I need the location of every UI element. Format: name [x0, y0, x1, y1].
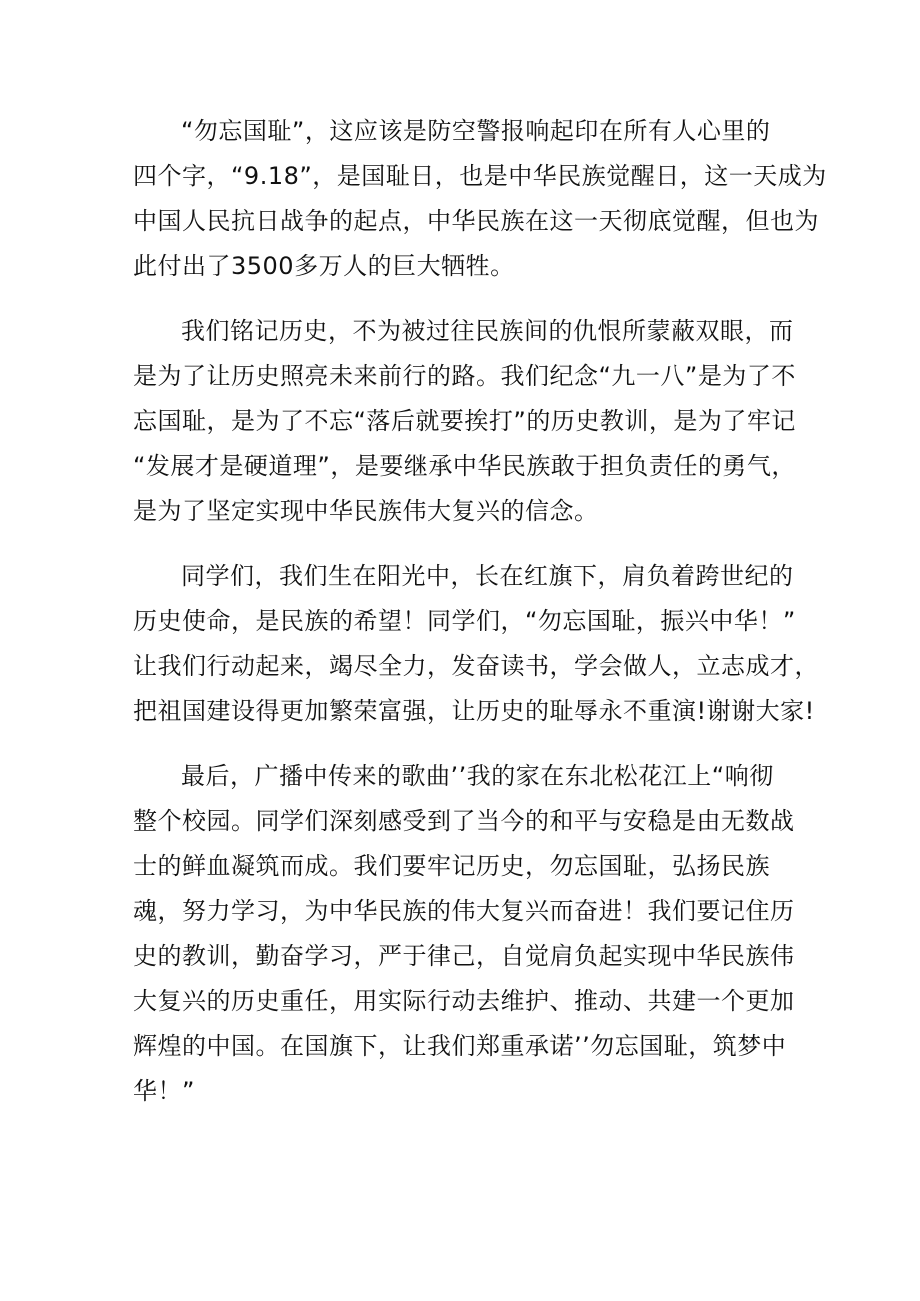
paragraph-line: 士的鲜血凝筑而成。我们要牢记历史，勿忘国耻，弘扬民族	[133, 852, 770, 880]
paragraph-line: 是为了让历史照亮未来前行的路。我们纪念“九一八”是为了不	[133, 362, 796, 390]
document-body	[133, 109, 827, 1134]
paragraph-line: “勿忘国耻”，这应该是防空警报响起印在所有人心里的	[181, 117, 771, 145]
paragraph-line: 让我们行动起来，竭尽全力，发奋读书，学会做人，立志成才，	[133, 652, 819, 680]
paragraph-line: 此付出了3500多万人的巨大牺牲。	[133, 252, 515, 280]
paragraph-line: 四个字，“9.18”，是国耻日，也是中华民族觉醒日，这一天成为	[133, 162, 827, 190]
paragraph-line: “发展才是硬道理”，是要继承中华民族敢于担负责任的勇气，	[133, 452, 796, 480]
paragraph-line: 史的教训，勤奋学习，严于律己，自觉肩负起实现中华民族伟	[133, 942, 795, 970]
paragraph-line: 忘国耻，是为了不忘“落后就要挨打”的历史教训，是为了牢记	[133, 407, 796, 435]
paragraph-3	[133, 554, 819, 734]
paragraph-line: 整个校园。同学们深刻感受到了当今的和平与安稳是由无数战	[133, 807, 795, 835]
paragraph-line: 魂，努力学习，为中华民族的伟大复兴而奋进！我们要记住历	[133, 897, 795, 925]
paragraph-line: 大复兴的历史重任，用实际行动去维护、推动、共建一个更加	[133, 987, 795, 1015]
paragraph-line: 最后，广播中传来的歌曲’’我的家在东北松花江上“响彻	[181, 762, 774, 790]
paragraph-2	[133, 309, 796, 534]
paragraph-line: 同学们，我们生在阳光中，长在红旗下，肩负着跨世纪的	[181, 562, 794, 590]
paragraph-line: 中国人民抗日战争的起点，中华民族在这一天彻底觉醒，但也为	[133, 207, 819, 235]
paragraph-1	[133, 109, 827, 289]
paragraph-line: 是为了坚定实现中华民族伟大复兴的信念。	[133, 497, 599, 525]
paragraph-line: 我们铭记历史，不为被过往民族间的仇恨所蒙蔽双眼，而	[181, 317, 794, 345]
paragraph-line: 历史使命，是民族的希望！同学们，“勿忘国耻，振兴中华！”	[133, 607, 796, 635]
paragraph-line: 华！”	[133, 1077, 195, 1105]
paragraph-line: 把祖国建设得更加繁荣富强，让历史的耻辱永不重演!谢谢大家!	[133, 697, 815, 725]
paragraph-line: 辉煌的中国。在国旗下，让我们郑重承诺’’勿忘国耻，筑梦中	[133, 1032, 787, 1060]
paragraph-4	[133, 754, 793, 1114]
